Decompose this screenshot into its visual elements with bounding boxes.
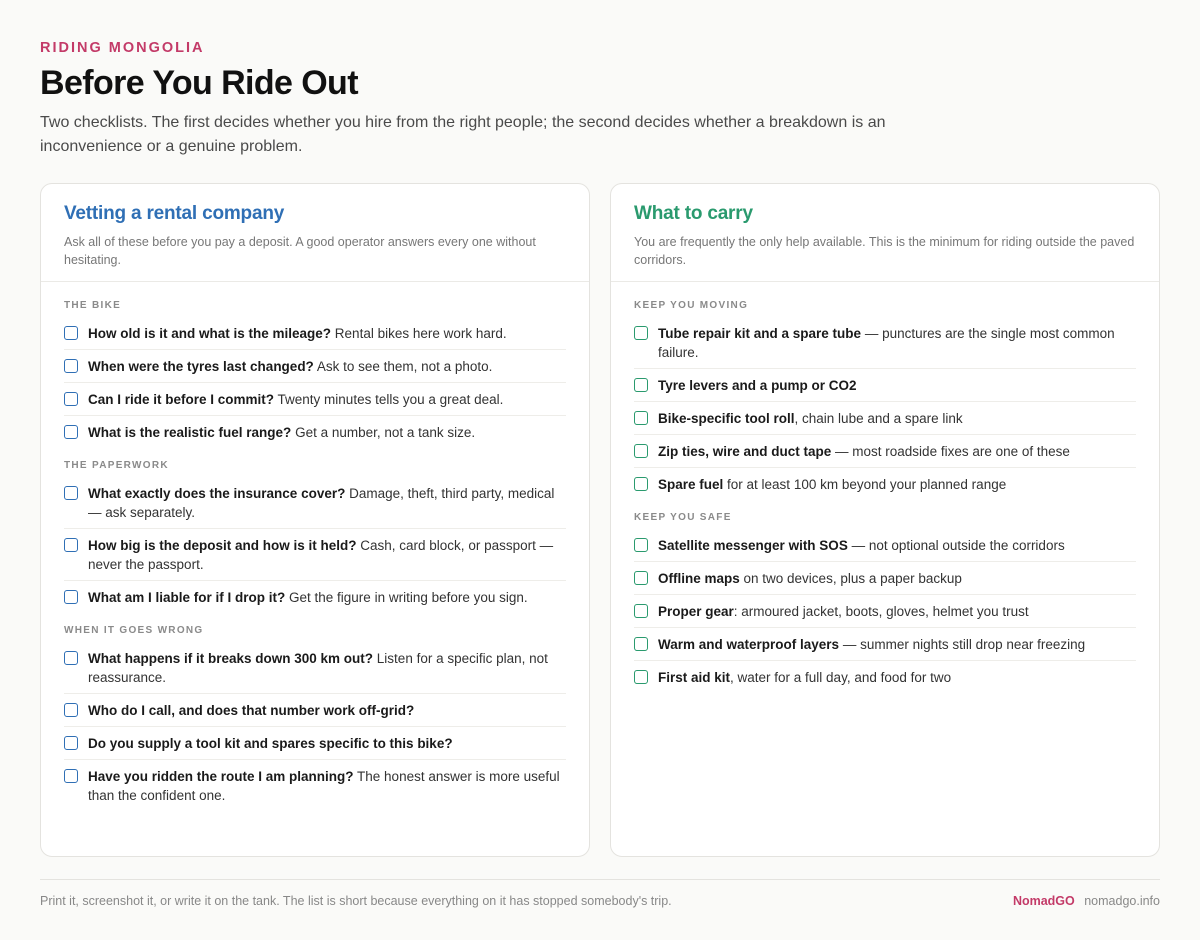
item-text: [88, 390, 566, 409]
checklist-item[interactable]: [64, 694, 566, 727]
checklist-item[interactable]: [64, 416, 566, 448]
item-detail-text: Rental bikes here work hard.: [331, 326, 507, 341]
item-text: [88, 701, 566, 720]
item-bold-text: What is the realistic fuel range?: [88, 425, 292, 440]
item-detail-text: — punctures are the single most common failure.: [658, 326, 1115, 360]
item-text: [88, 423, 566, 442]
checkbox[interactable]: [64, 359, 78, 373]
item-bold-text: What am I liable for if I drop it?: [88, 590, 286, 605]
item-bold-text: Zip ties, wire and duct tape: [658, 444, 832, 459]
checklist-item[interactable]: [634, 435, 1136, 468]
eyebrow-label: RIDING MONGOLIA: [40, 40, 205, 56]
section-label: THE PAPERWORK: [64, 460, 169, 471]
checkbox[interactable]: [64, 769, 78, 783]
item-text: [658, 536, 1136, 555]
checkbox[interactable]: [64, 425, 78, 439]
checkbox[interactable]: [634, 326, 648, 340]
item-bold-text: Proper gear: [658, 604, 734, 619]
item-detail-text: Ask to see them, not a photo.: [313, 359, 493, 374]
item-bold-text: Have you ridden the route I am planning?: [88, 769, 354, 784]
checklist-item[interactable]: [634, 317, 1136, 369]
item-text: [88, 767, 566, 805]
checklist-item[interactable]: [634, 402, 1136, 435]
item-detail-text: Twenty minutes tells you a great deal.: [274, 392, 504, 407]
checklist-item[interactable]: [64, 477, 566, 529]
item-detail-text: , chain lube and a spare link: [794, 411, 963, 426]
section-label: THE BIKE: [64, 300, 122, 311]
checkbox[interactable]: [634, 444, 648, 458]
footer-note: Print it, screenshot it, or write it on the tank. The list is short because everything on it has stopped somebody's trip.: [40, 894, 672, 908]
footer-brand: [1013, 894, 1160, 908]
item-bold-text: Offline maps: [658, 571, 740, 586]
carry-checklist-card: [610, 183, 1160, 857]
rental-card-subtitle: Ask all of these before you pay a deposit. A good operator answers every one without hesitating.: [64, 235, 536, 267]
item-detail-text: for at least 100 km beyond your planned range: [723, 477, 1007, 492]
checklist-item[interactable]: [634, 468, 1136, 500]
checklist-page: [40, 0, 1160, 940]
checkbox[interactable]: [634, 411, 648, 425]
item-bold-text: Tube repair kit and a spare tube: [658, 326, 862, 341]
page-intro: Two checklists. The first decides whether you hire from the right people; the second decides whether a breakdown is an inconvenience or a genuine problem.: [40, 114, 886, 155]
item-text: [658, 569, 1136, 588]
item-bold-text: How big is the deposit and how is it held?: [88, 538, 357, 553]
checkbox[interactable]: [634, 604, 648, 618]
item-text: [658, 324, 1136, 362]
item-bold-text: Satellite messenger with SOS: [658, 538, 848, 553]
section-label: WHEN IT GOES WRONG: [64, 625, 204, 636]
checkbox[interactable]: [634, 670, 648, 684]
item-detail-text: — summer nights still drop near freezing: [839, 637, 1086, 652]
item-text: [658, 635, 1136, 654]
item-text: [658, 668, 1136, 687]
item-bold-text: Bike-specific tool roll: [658, 411, 795, 426]
item-text: [88, 588, 566, 607]
checkbox[interactable]: [64, 486, 78, 500]
item-text: [658, 409, 1136, 428]
checklist-item[interactable]: [64, 760, 566, 811]
item-bold-text: What happens if it breaks down 300 km out?: [88, 651, 374, 666]
item-detail-text: , water for a full day, and food for two: [730, 670, 952, 685]
item-text: [88, 484, 566, 522]
item-text: [658, 376, 1136, 395]
rental-card-title: Vetting a rental company: [64, 203, 285, 224]
checklist-item[interactable]: [64, 529, 566, 581]
item-detail-text: The honest answer is more useful than the confident one.: [88, 769, 560, 803]
checkbox[interactable]: [634, 378, 648, 392]
item-bold-text: What exactly does the insurance cover?: [88, 486, 346, 501]
page-title: Before You Ride Out: [40, 64, 358, 102]
item-text: [658, 475, 1136, 494]
checklist-item[interactable]: [634, 562, 1136, 595]
item-bold-text: Warm and waterproof layers: [658, 637, 840, 652]
carry-card-title: What to carry: [634, 203, 753, 224]
checkbox[interactable]: [634, 538, 648, 552]
item-text: [88, 536, 566, 574]
item-text: [88, 324, 566, 343]
rental-card-body: [41, 282, 589, 811]
checklist-item[interactable]: [64, 581, 566, 613]
item-bold-text: First aid kit: [658, 670, 731, 685]
rental-checklist-card: [40, 183, 590, 857]
section-label: KEEP YOU SAFE: [634, 512, 732, 523]
item-detail-text: : armoured jacket, boots, gloves, helmet you trust: [733, 604, 1029, 619]
item-detail-text: Get the figure in writing before you sign.: [285, 590, 528, 605]
brand-site-link[interactable]: nomadgo.info: [1084, 894, 1160, 908]
item-text: [88, 357, 566, 376]
item-detail-text: Listen for a specific plan, not reassurance.: [88, 651, 548, 685]
checklist-item[interactable]: [64, 317, 566, 350]
checkbox[interactable]: [634, 477, 648, 491]
checkbox[interactable]: [634, 571, 648, 585]
checkbox[interactable]: [64, 590, 78, 604]
item-detail-text: — not optional outside the corridors: [847, 538, 1065, 553]
item-text: [658, 602, 1136, 621]
checklist-item[interactable]: [634, 595, 1136, 628]
carry-card-subtitle: You are frequently the only help available. This is the minimum for riding outside the paved corridors.: [634, 235, 1135, 267]
item-detail-text: on two devices, plus a paper backup: [739, 571, 962, 586]
checkbox[interactable]: [64, 651, 78, 665]
rental-card-header: [41, 184, 589, 282]
checklist-item[interactable]: [64, 642, 566, 694]
checkbox[interactable]: [64, 326, 78, 340]
section-label: KEEP YOU MOVING: [634, 300, 749, 311]
checkbox[interactable]: [64, 538, 78, 552]
checklist-item[interactable]: [634, 369, 1136, 402]
item-detail-text: Cash, card block, or passport — never the passport.: [88, 538, 554, 572]
item-bold-text: Do you supply a tool kit and spares specific to this bike?: [88, 736, 453, 751]
checkbox[interactable]: [634, 637, 648, 651]
checkbox[interactable]: [64, 703, 78, 717]
checkbox[interactable]: [64, 736, 78, 750]
checklist-item[interactable]: [64, 727, 566, 760]
item-detail-text: Get a number, not a tank size.: [291, 425, 476, 440]
checklist-item[interactable]: [634, 529, 1136, 562]
item-bold-text: Tyre levers and a pump or CO2: [658, 378, 857, 393]
checklist-item[interactable]: [64, 383, 566, 416]
item-text: [88, 734, 566, 753]
item-detail-text: Damage, theft, third party, medical — ask separately.: [88, 486, 555, 520]
item-text: [658, 442, 1136, 461]
item-bold-text: Spare fuel: [658, 477, 724, 492]
item-bold-text: How old is it and what is the mileage?: [88, 326, 332, 341]
item-detail-text: — most roadside fixes are one of these: [831, 444, 1070, 459]
item-bold-text: Who do I call, and does that number work off-grid?: [88, 703, 415, 718]
checklist-item[interactable]: [634, 628, 1136, 661]
item-text: [88, 649, 566, 687]
item-bold-text: When were the tyres last changed?: [88, 359, 314, 374]
checklist-item[interactable]: [64, 350, 566, 383]
checklist-item[interactable]: [634, 661, 1136, 693]
footer: [40, 879, 1160, 919]
carry-card-header: [611, 184, 1159, 282]
checkbox[interactable]: [64, 392, 78, 406]
brand-name[interactable]: NomadGO: [1012, 894, 1075, 908]
item-bold-text: Can I ride it before I commit?: [88, 392, 275, 407]
carry-card-body: [611, 282, 1159, 693]
